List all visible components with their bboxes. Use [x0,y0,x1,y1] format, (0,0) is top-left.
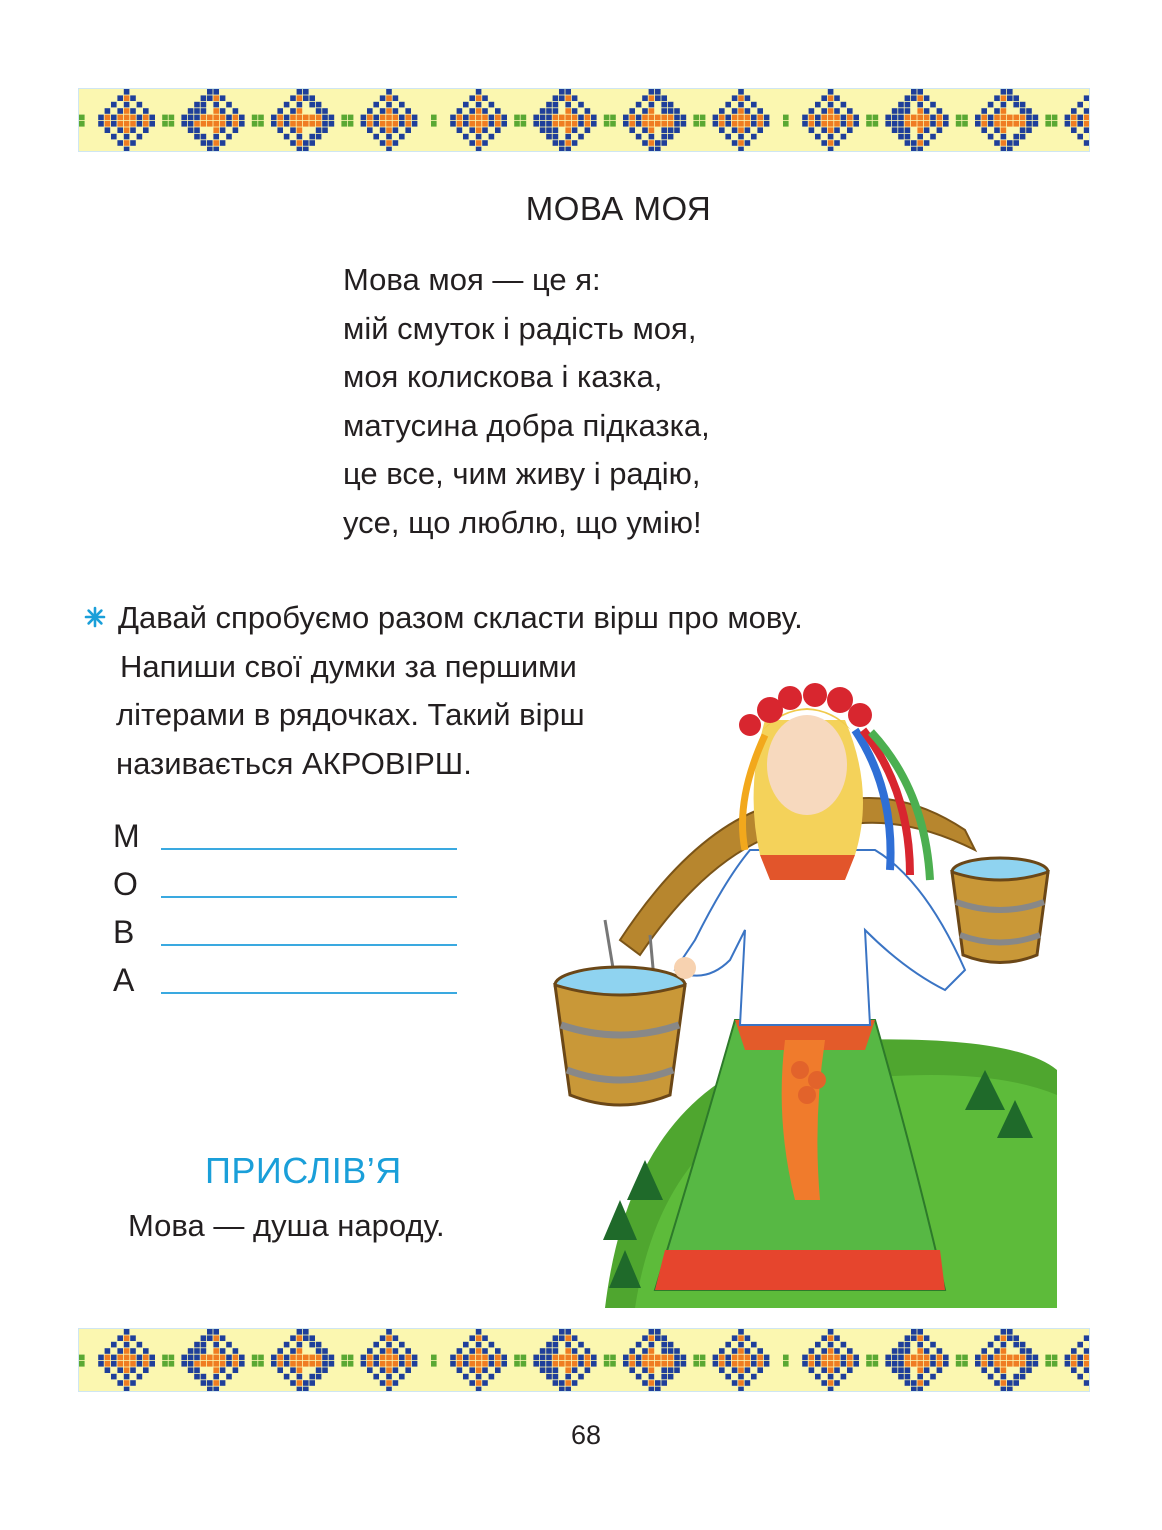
poem-line: це все, чим живу і радію, [343,456,701,491]
acrostic-row [113,808,457,856]
task-line-1 [84,594,924,643]
acrostic-letter: М [113,818,140,854]
task-text: Давай спробуємо разом скласти вірш про мову. [118,600,803,635]
acrostic-row [113,952,457,1000]
embroidery-ornament-bottom [78,1328,1090,1392]
poem-line: матусина добра підказка, [343,407,710,443]
acrostic-letter: А [113,962,135,998]
embroidery-pattern [79,1329,1090,1392]
page-number: 68 [570,1420,602,1450]
proverb-heading: ПРИСЛІВ’Я [205,1150,402,1191]
poem-line: Мова моя — це я: [343,262,601,297]
acrostic-letter: О [113,866,138,902]
poem-line: усе, що люблю, що умію! [343,504,702,540]
poem-title: МОВА МОЯ [525,190,712,227]
task-line-3: літерами в рядочках. Такий вірш [116,697,585,732]
task-line-2: Напиши свої думки за першими [120,648,577,684]
acrostic-row [113,856,457,904]
answer-line[interactable] [161,944,457,946]
answer-line[interactable] [161,896,457,898]
acrostic-row [113,904,457,952]
poem-line: моя колискова і казка, [343,359,663,394]
poem-line: мій смуток і радість моя, [343,310,697,346]
embroidery-pattern [79,89,1090,152]
answer-line[interactable] [161,848,457,850]
task-line-4: називається АКРОВІРШ. [116,745,472,781]
answer-line[interactable] [161,992,457,994]
embroidery-ornament-top [78,88,1090,152]
illustration-drawing [545,640,1057,1308]
girl-with-water-buckets-illustration [545,640,1057,1308]
star-bullet-icon [84,606,106,628]
poem [343,256,710,547]
acrostic-letter: В [113,914,135,950]
acrostic-exercise [113,808,457,1000]
proverb-text: Мова — душа народу. [128,1208,445,1243]
